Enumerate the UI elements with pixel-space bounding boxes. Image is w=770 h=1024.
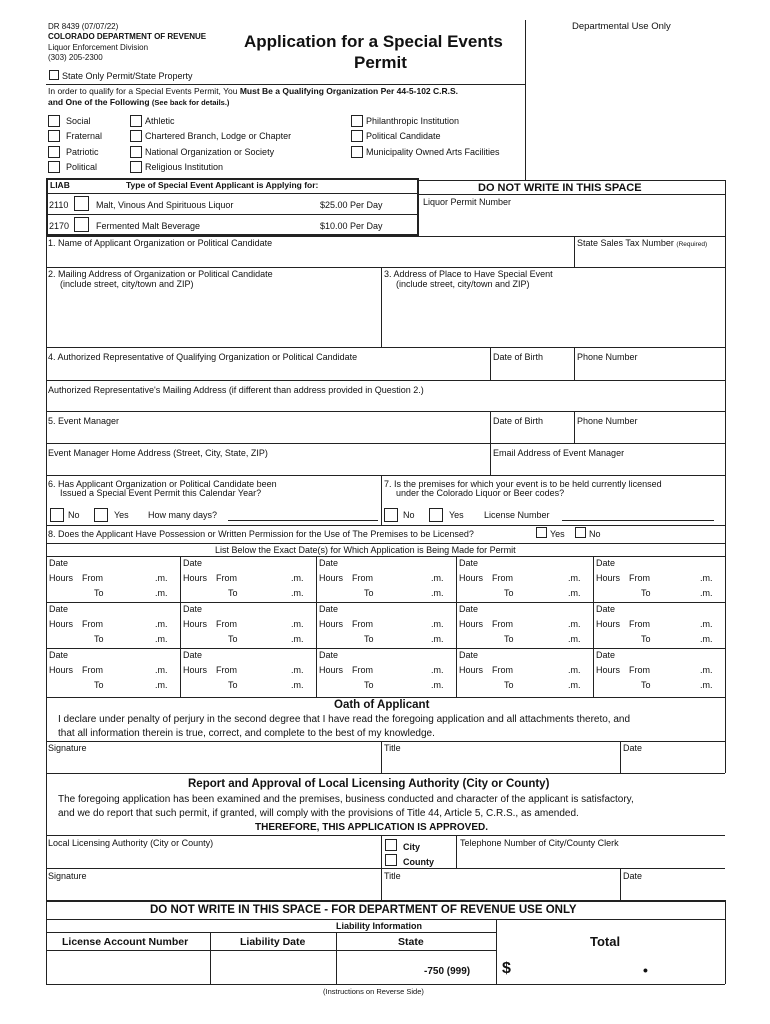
qualify-col1-checkbox-3[interactable] — [48, 161, 60, 173]
from-label-r2c2: From — [352, 665, 373, 675]
from-label-r2c4: From — [629, 665, 650, 675]
hours-label-r0c4: Hours — [596, 573, 621, 583]
hours-label-r1c1: Hours — [183, 619, 208, 629]
hours-label-r2c3: Hours — [459, 665, 484, 675]
date-label-r1c0: Date — [49, 604, 69, 614]
division-name: Liquor Enforcement Division — [48, 43, 149, 52]
license-account-label: License Account Number — [62, 936, 189, 948]
applicant-name-field[interactable] — [48, 250, 568, 266]
liab-type-label: Type of Special Event Applicant is Applying for: — [126, 180, 319, 190]
date-field-r0c2[interactable] — [346, 557, 452, 569]
from-time-field-r1c0[interactable] — [108, 617, 152, 629]
q8-label: 8. Does the Applicant Have Possession or Written Permission for the Use of The Premises to be Licensed? — [48, 529, 474, 539]
to-label-r0c2: To — [364, 588, 374, 598]
q3-sublabel: (include street, city/town and ZIP) — [396, 279, 530, 289]
to-time-field-r2c4[interactable] — [655, 678, 697, 690]
from-time-field-r1c4[interactable] — [655, 617, 697, 629]
to-meridiem-r2c4: .m. — [700, 680, 713, 690]
q6-yes-label: Yes — [114, 510, 129, 520]
qualify-col1-checkbox-0[interactable] — [48, 115, 60, 127]
to-time-field-r0c3[interactable] — [518, 586, 565, 598]
to-label-r2c2: To — [364, 680, 374, 690]
from-label-r1c2: From — [352, 619, 373, 629]
q5-label: 5. Event Manager — [48, 416, 120, 426]
report-text-2: and we do report that such permit, if granted, will comply with the provisions of Title 44, Article 5, C.R.S., as amended. — [58, 808, 579, 819]
form-title-line1: Application for a Special Events — [244, 32, 503, 51]
to-time-field-r2c2[interactable] — [378, 678, 428, 690]
q3-label: 3. Address of Place to Have Special Event — [384, 269, 553, 279]
total-decimal-point: • — [643, 962, 648, 978]
form-number: DR 8439 (07/07/22) — [48, 22, 119, 31]
to-label-r0c4: To — [641, 588, 651, 598]
state-only-label: State Only Permit/State Property — [62, 71, 193, 81]
from-meridiem-r1c2: .m. — [431, 619, 444, 629]
date-label-r1c3: Date — [459, 604, 479, 614]
county-checkbox[interactable] — [385, 854, 397, 866]
mailing-address-field[interactable] — [48, 292, 378, 344]
q1-label: 1. Name of Applicant Organization or Political Candidate — [48, 238, 273, 248]
to-time-field-r2c0[interactable] — [108, 678, 152, 690]
date-field-r1c4[interactable] — [623, 603, 721, 615]
hours-label-r2c0: Hours — [49, 665, 74, 675]
q4-dob-label: Date of Birth — [493, 352, 544, 362]
oath-text-2: that all information therein is true, correct, and complete to the best of my knowledge. — [58, 728, 435, 739]
date-field-r0c0[interactable] — [76, 557, 176, 569]
date-field-r2c3[interactable] — [486, 649, 589, 661]
q8-no-checkbox[interactable] — [575, 527, 586, 538]
from-label-r1c3: From — [492, 619, 513, 629]
oath-title: Oath of Applicant — [334, 699, 430, 711]
from-time-field-r2c2[interactable] — [378, 663, 428, 675]
from-time-field-r0c0[interactable] — [108, 571, 152, 583]
oath-title-field[interactable] — [384, 754, 617, 771]
q6-days-label: How many days? — [148, 510, 218, 520]
hours-label-r2c4: Hours — [596, 665, 621, 675]
hours-label-r0c0: Hours — [49, 573, 74, 583]
date-label-r2c4: Date — [596, 650, 616, 660]
qualify-col3-label-0: Philanthropic Institution — [366, 116, 460, 126]
qualify-col2-label-3: Religious Institution — [145, 162, 224, 172]
qualify-col2-label-0: Athletic — [145, 116, 175, 126]
oath-text-1: I declare under penalty of perjury in the second degree that I have read the foregoing application and all attachments thereto, and — [58, 714, 631, 725]
to-time-field-r1c1[interactable] — [242, 632, 288, 644]
q7-license-field[interactable] — [562, 506, 714, 520]
to-label-r2c0: To — [94, 680, 104, 690]
date-label-r2c1: Date — [183, 650, 203, 660]
date-label-r2c2: Date — [319, 650, 339, 660]
hours-label-r1c3: Hours — [459, 619, 484, 629]
state-only-checkbox[interactable] — [49, 70, 59, 80]
liab-code-2110: 2110 — [49, 200, 69, 210]
date-field-r2c2[interactable] — [346, 649, 452, 661]
q5-dob-label: Date of Birth — [493, 416, 544, 426]
hours-label-r1c2: Hours — [319, 619, 344, 629]
from-label-r0c0: From — [82, 573, 103, 583]
date-field-r0c3[interactable] — [486, 557, 589, 569]
event-address-field[interactable] — [384, 292, 722, 344]
qualify-col2-label-1: Chartered Branch, Lodge or Chapter — [145, 131, 292, 141]
hours-label-r0c2: Hours — [319, 573, 344, 583]
to-meridiem-r0c3: .m. — [568, 588, 581, 598]
qualify-col2-checkbox-0[interactable] — [130, 115, 142, 127]
date-field-r2c4[interactable] — [623, 649, 721, 661]
to-meridiem-r0c4: .m. — [700, 588, 713, 598]
date-field-r0c1[interactable] — [210, 557, 312, 569]
state-label: State — [398, 936, 424, 948]
county-label: County — [403, 857, 434, 867]
qualify-col3-label-2: Municipality Owned Arts Facilities — [366, 147, 500, 157]
qualify-col3-checkbox-1[interactable] — [351, 130, 363, 142]
license-account-field[interactable] — [48, 952, 208, 982]
date-label-r0c3: Date — [459, 558, 479, 568]
to-label-r2c1: To — [228, 680, 238, 690]
to-label-r1c3: To — [504, 634, 514, 644]
clerk-phone-label: Telephone Number of City/County Clerk — [460, 838, 619, 848]
from-time-field-r0c1[interactable] — [242, 571, 288, 583]
to-label-r1c4: To — [641, 634, 651, 644]
from-meridiem-r0c3: .m. — [568, 573, 581, 583]
to-label-r0c0: To — [94, 588, 104, 598]
q4-mailing-label: Authorized Representative's Mailing Address (if different than address provided in Question 2.) — [48, 385, 424, 395]
local-authority-label: Local Licensing Authority (City or County) — [48, 838, 214, 848]
report-title: Report and Approval of Local Licensing Authority (City or County) — [188, 778, 550, 790]
from-time-field-r2c4[interactable] — [655, 663, 697, 675]
date-field-r2c0[interactable] — [76, 649, 176, 661]
hours-label-r1c0: Hours — [49, 619, 74, 629]
hours-label-r0c1: Hours — [183, 573, 208, 583]
from-label-r1c4: From — [629, 619, 650, 629]
from-meridiem-r1c1: .m. — [291, 619, 304, 629]
qualify-intro-2: and One of the Following (See back for details.) — [48, 97, 230, 107]
qualify-intro: In order to qualify for a Special Events Permit, You Must Be a Qualifying Organization Per 44-5-102 C.R.S. — [48, 86, 459, 96]
from-label-r0c4: From — [629, 573, 650, 583]
report-date-label: Date — [623, 871, 643, 881]
to-label-r2c4: To — [641, 680, 651, 690]
from-meridiem-r2c1: .m. — [291, 665, 304, 675]
date-label-r0c1: Date — [183, 558, 203, 568]
to-meridiem-r1c4: .m. — [700, 634, 713, 644]
to-time-field-r0c4[interactable] — [655, 586, 697, 598]
qualify-col1-checkbox-2[interactable] — [48, 146, 60, 158]
to-time-field-r0c1[interactable] — [242, 586, 288, 598]
q5-email-label: Email Address of Event Manager — [493, 448, 625, 458]
departmental-use-label: Departmental Use Only — [572, 21, 671, 32]
report-approved: THEREFORE, THIS APPLICATION IS APPROVED. — [255, 822, 488, 833]
q5-phone-label: Phone Number — [577, 416, 638, 426]
from-time-field-r1c2[interactable] — [378, 617, 428, 629]
to-meridiem-r0c2: .m. — [431, 588, 444, 598]
from-label-r0c1: From — [216, 573, 237, 583]
q5-home-label: Event Manager Home Address (Street, City, State, ZIP) — [48, 448, 268, 458]
hours-label-r0c3: Hours — [459, 573, 484, 583]
q4-phone-label: Phone Number — [577, 352, 638, 362]
from-meridiem-r2c2: .m. — [431, 665, 444, 675]
from-label-r0c2: From — [352, 573, 373, 583]
local-authority-field[interactable] — [48, 850, 378, 866]
to-meridiem-r0c1: .m. — [291, 588, 304, 598]
date-label-r2c0: Date — [49, 650, 69, 660]
to-meridiem-r1c3: .m. — [568, 634, 581, 644]
qualify-col1-label-2: Patriotic — [66, 147, 99, 157]
q7-yes-label: Yes — [449, 510, 464, 520]
date-field-r0c4[interactable] — [623, 557, 721, 569]
from-meridiem-r2c3: .m. — [568, 665, 581, 675]
date-label-r0c0: Date — [49, 558, 69, 568]
to-meridiem-r1c1: .m. — [291, 634, 304, 644]
reverse-side-note: (Instructions on Reverse Side) — [323, 987, 424, 996]
from-meridiem-r0c1: .m. — [291, 573, 304, 583]
date-label-r1c2: Date — [319, 604, 339, 614]
from-label-r2c3: From — [492, 665, 513, 675]
to-label-r0c1: To — [228, 588, 238, 598]
liab-checkbox-2110[interactable] — [74, 196, 89, 211]
to-time-field-r0c2[interactable] — [378, 586, 428, 598]
total-field[interactable] — [520, 952, 640, 982]
dor-header: DO NOT WRITE IN THIS SPACE - FOR DEPARTMENT OF REVENUE USE ONLY — [150, 904, 577, 916]
q7-no-checkbox[interactable] — [384, 508, 398, 522]
qualify-col2-checkbox-1[interactable] — [130, 130, 142, 142]
oath-date-field[interactable] — [623, 754, 723, 771]
report-signature-label: Signature — [48, 871, 87, 881]
qualify-col2-checkbox-2[interactable] — [130, 146, 142, 158]
qualify-col3-label-1: Political Candidate — [366, 131, 441, 141]
qualify-col2-label-2: National Organization or Society — [145, 147, 275, 157]
from-label-r2c0: From — [82, 665, 103, 675]
date-label-r2c3: Date — [459, 650, 479, 660]
from-time-field-r2c1[interactable] — [242, 663, 288, 675]
from-meridiem-r1c3: .m. — [568, 619, 581, 629]
form-title-line2: Permit — [354, 53, 407, 72]
liab-desc-2110: Malt, Vinous And Spirituous Liquor — [96, 200, 234, 210]
q6-label: 6. Has Applicant Organization or Political Candidate been — [48, 479, 277, 489]
from-meridiem-r2c0: .m. — [155, 665, 168, 675]
to-time-field-r2c3[interactable] — [518, 678, 565, 690]
from-meridiem-r1c0: .m. — [155, 619, 168, 629]
to-time-field-r0c0[interactable] — [108, 586, 152, 598]
from-time-field-r1c1[interactable] — [242, 617, 288, 629]
to-meridiem-r2c1: .m. — [291, 680, 304, 690]
liab-fee-2110: $25.00 Per Day — [320, 200, 383, 210]
qualify-col1-checkbox-1[interactable] — [48, 130, 60, 142]
to-label-r2c3: To — [504, 680, 514, 690]
state-value: -750 (999) — [424, 966, 471, 977]
from-label-r0c3: From — [492, 573, 513, 583]
from-meridiem-r2c4: .m. — [700, 665, 713, 675]
q2-label: 2. Mailing Address of Organization or Political Candidate — [48, 269, 273, 279]
from-meridiem-r0c2: .m. — [431, 573, 444, 583]
date-field-r2c1[interactable] — [210, 649, 312, 661]
from-meridiem-r1c4: .m. — [700, 619, 713, 629]
q7-yes-checkbox[interactable] — [429, 508, 443, 522]
hours-label-r2c2: Hours — [319, 665, 344, 675]
qualify-col1-label-0: Social — [66, 116, 91, 126]
q8-no-label: No — [589, 529, 601, 539]
liab-desc-2170: Fermented Malt Beverage — [96, 221, 201, 231]
to-label-r0c3: To — [504, 588, 514, 598]
to-meridiem-r2c2: .m. — [431, 680, 444, 690]
division-phone: (303) 205-2300 — [48, 53, 103, 62]
to-meridiem-r1c0: .m. — [155, 634, 168, 644]
q8-yes-label: Yes — [550, 529, 565, 539]
to-meridiem-r0c0: .m. — [155, 588, 168, 598]
from-time-field-r0c2[interactable] — [378, 571, 428, 583]
to-label-r1c2: To — [364, 634, 374, 644]
from-meridiem-r0c0: .m. — [155, 573, 168, 583]
from-label-r1c0: From — [82, 619, 103, 629]
oath-title-label: Title — [384, 743, 401, 753]
to-time-field-r1c3[interactable] — [518, 632, 565, 644]
city-checkbox[interactable] — [385, 839, 397, 851]
liability-date-label: Liability Date — [240, 936, 306, 948]
qualify-col3-checkbox-0[interactable] — [351, 115, 363, 127]
to-time-field-r1c0[interactable] — [108, 632, 152, 644]
dates-header: List Below the Exact Date(s) for Which Application is Being Made for Permit — [215, 545, 516, 555]
sales-tax-number-field[interactable] — [578, 250, 722, 266]
qualify-col3-checkbox-2[interactable] — [351, 146, 363, 158]
date-field-r1c1[interactable] — [210, 603, 312, 615]
q7-no-label: No — [403, 510, 415, 520]
date-label-r1c1: Date — [183, 604, 203, 614]
report-text-1: The foregoing application has been examined and the premises, business conducted and character of the applicant is satisfactory, — [58, 794, 634, 805]
hours-label-r1c4: Hours — [596, 619, 621, 629]
q1-tax-label: State Sales Tax Number (Required) — [577, 238, 708, 248]
to-meridiem-r2c0: .m. — [155, 680, 168, 690]
q7-license-label: License Number — [484, 510, 550, 520]
date-field-r1c3[interactable] — [486, 603, 589, 615]
liab-checkbox-2170[interactable] — [74, 217, 89, 232]
liquor-permit-number-label: Liquor Permit Number — [423, 197, 512, 207]
q6-sublabel: Issued a Special Event Permit this Calendar Year? — [60, 488, 262, 498]
department-name: COLORADO DEPARTMENT OF REVENUE — [48, 32, 207, 41]
from-label-r1c1: From — [216, 619, 237, 629]
date-field-r1c0[interactable] — [76, 603, 176, 615]
qualify-col1-label-3: Political — [66, 162, 98, 172]
hours-label-r2c1: Hours — [183, 665, 208, 675]
date-field-r1c2[interactable] — [346, 603, 452, 615]
city-label: City — [403, 842, 421, 852]
from-time-field-r1c3[interactable] — [518, 617, 565, 629]
to-label-r1c0: To — [94, 634, 104, 644]
from-time-field-r0c3[interactable] — [518, 571, 565, 583]
date-label-r1c4: Date — [596, 604, 616, 614]
q6-days-field[interactable] — [228, 506, 378, 520]
liab-fee-2170: $10.00 Per Day — [320, 221, 383, 231]
qualify-col1-label-1: Fraternal — [66, 131, 103, 141]
from-time-field-r2c3[interactable] — [518, 663, 565, 675]
liab-label: LIAB — [50, 180, 70, 190]
from-label-r2c1: From — [216, 665, 237, 675]
q6-no-checkbox[interactable] — [50, 508, 64, 522]
to-meridiem-r2c3: .m. — [568, 680, 581, 690]
q6-yes-checkbox[interactable] — [94, 508, 108, 522]
total-dollar-sign: $ — [502, 960, 511, 977]
from-meridiem-r0c4: .m. — [700, 573, 713, 583]
report-title-label: Title — [384, 871, 401, 881]
liab-code-2170: 2170 — [49, 221, 70, 231]
clerk-phone-field[interactable] — [460, 850, 722, 866]
date-label-r0c2: Date — [319, 558, 339, 568]
q4-label: 4. Authorized Representative of Qualifying Organization or Political Candidate — [48, 352, 358, 362]
liability-info-label: Liability Information — [336, 921, 423, 931]
to-meridiem-r1c2: .m. — [431, 634, 444, 644]
do-not-write-label: DO NOT WRITE IN THIS SPACE — [478, 182, 642, 194]
qualify-col2-checkbox-3[interactable] — [130, 161, 142, 173]
to-time-field-r1c4[interactable] — [655, 632, 697, 644]
date-label-r0c4: Date — [596, 558, 616, 568]
q7-label: 7. Is the premises for which your event is to be held currently licensed — [384, 479, 662, 489]
oath-signature-label: Signature — [48, 743, 87, 753]
from-time-field-r0c4[interactable] — [655, 571, 697, 583]
oath-date-label: Date — [623, 743, 643, 753]
q2-sublabel: (include street, city/town and ZIP) — [60, 279, 194, 289]
total-label: Total — [590, 934, 621, 949]
to-time-field-r2c1[interactable] — [242, 678, 288, 690]
from-time-field-r2c0[interactable] — [108, 663, 152, 675]
liability-date-field[interactable] — [212, 952, 334, 982]
oath-signature-field[interactable] — [48, 754, 378, 771]
q7-sublabel: under the Colorado Liquor or Beer codes? — [396, 488, 565, 498]
q6-no-label: No — [68, 510, 80, 520]
to-label-r1c1: To — [228, 634, 238, 644]
to-time-field-r1c2[interactable] — [378, 632, 428, 644]
q8-yes-checkbox[interactable] — [536, 527, 547, 538]
